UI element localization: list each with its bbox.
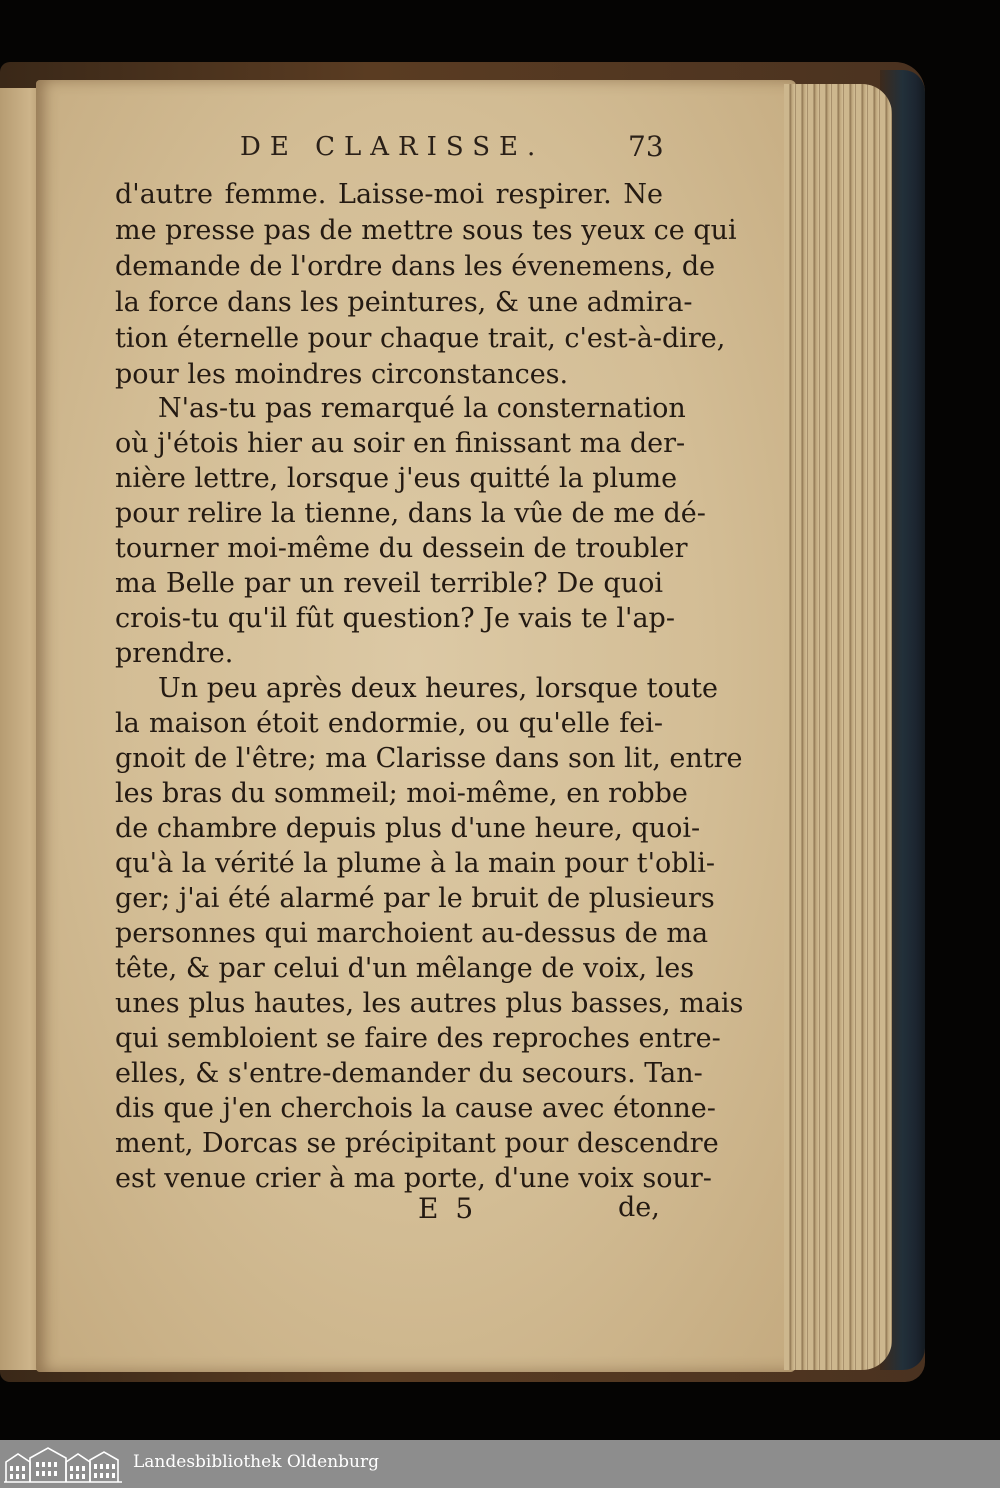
text-line: tourner moi-même du dessein de troubler — [115, 533, 688, 564]
text-line: personnes qui marchoient au-dessus de ma — [115, 918, 709, 949]
text-line: de chambre depuis plus d'une heure, quoi- — [115, 813, 701, 844]
text-line: est venue crier à ma porte, d'une voix sour- — [115, 1163, 712, 1194]
text-line: dis que j'en cherchois la cause avec étonne- — [115, 1093, 716, 1124]
text-line: la maison étoit endormie, ou qu'elle fei- — [115, 708, 663, 739]
library-building-icon — [4, 1444, 122, 1484]
running-head: DE CLARISSE. — [240, 132, 545, 162]
signature-mark: E 5 — [418, 1192, 478, 1225]
text-line: elles, & s'entre-demander du secours. Tan- — [115, 1058, 703, 1089]
text-line: gnoit de l'être; ma Clarisse dans son lit, entre — [115, 743, 743, 774]
page-block-edges — [784, 84, 892, 1370]
text-line: la force dans les peintures, & une admira- — [115, 287, 693, 318]
text-line: ma Belle par un reveil terrible? De quoi — [115, 568, 663, 599]
text-line: prendre. — [115, 638, 234, 669]
text-line: me presse pas de mettre sous tes yeux ce qui — [115, 215, 737, 246]
text-line: d'autre femme. Laisse-moi respirer. Ne — [115, 179, 663, 210]
text-line: demande de l'ordre dans les évenemens, de — [115, 251, 716, 282]
text-line: ger; j'ai été alarmé par le bruit de plusieurs — [115, 883, 715, 914]
text-line: pour les moindres circonstances. — [115, 359, 569, 390]
library-name: Landesbibliothek Oldenburg — [133, 1452, 380, 1472]
text-line: Un peu après deux heures, lorsque toute — [158, 673, 718, 704]
text-line: crois-tu qu'il fût question? Je vais te l'ap- — [115, 603, 675, 634]
catchword: de, — [618, 1192, 660, 1223]
text-line: qu'à la vérité la plume à la main pour t'obli- — [115, 848, 715, 879]
text-line: N'as-tu pas remarqué la consternation — [158, 393, 686, 424]
text-line: qui sembloient se faire des reproches entre- — [115, 1023, 721, 1054]
text-line: où j'étois hier au soir en finissant ma der- — [115, 428, 686, 459]
text-line: pour relire la tienne, dans la vûe de me dé- — [115, 498, 706, 529]
text-line: nière lettre, lorsque j'eus quitté la plume — [115, 463, 678, 494]
text-line: tête, & par celui d'un mêlange de voix, les — [115, 953, 695, 984]
library-footer-bar — [0, 1440, 1000, 1488]
text-line: tion éternelle pour chaque trait, c'est-à-dire, — [115, 323, 726, 354]
page-number: 73 — [628, 130, 664, 163]
text-line: ment, Dorcas se précipitant pour descendre — [115, 1128, 719, 1159]
text-line: les bras du sommeil; moi-même, en robbe — [115, 778, 688, 809]
text-line: unes plus hautes, les autres plus basses, mais — [115, 988, 744, 1019]
